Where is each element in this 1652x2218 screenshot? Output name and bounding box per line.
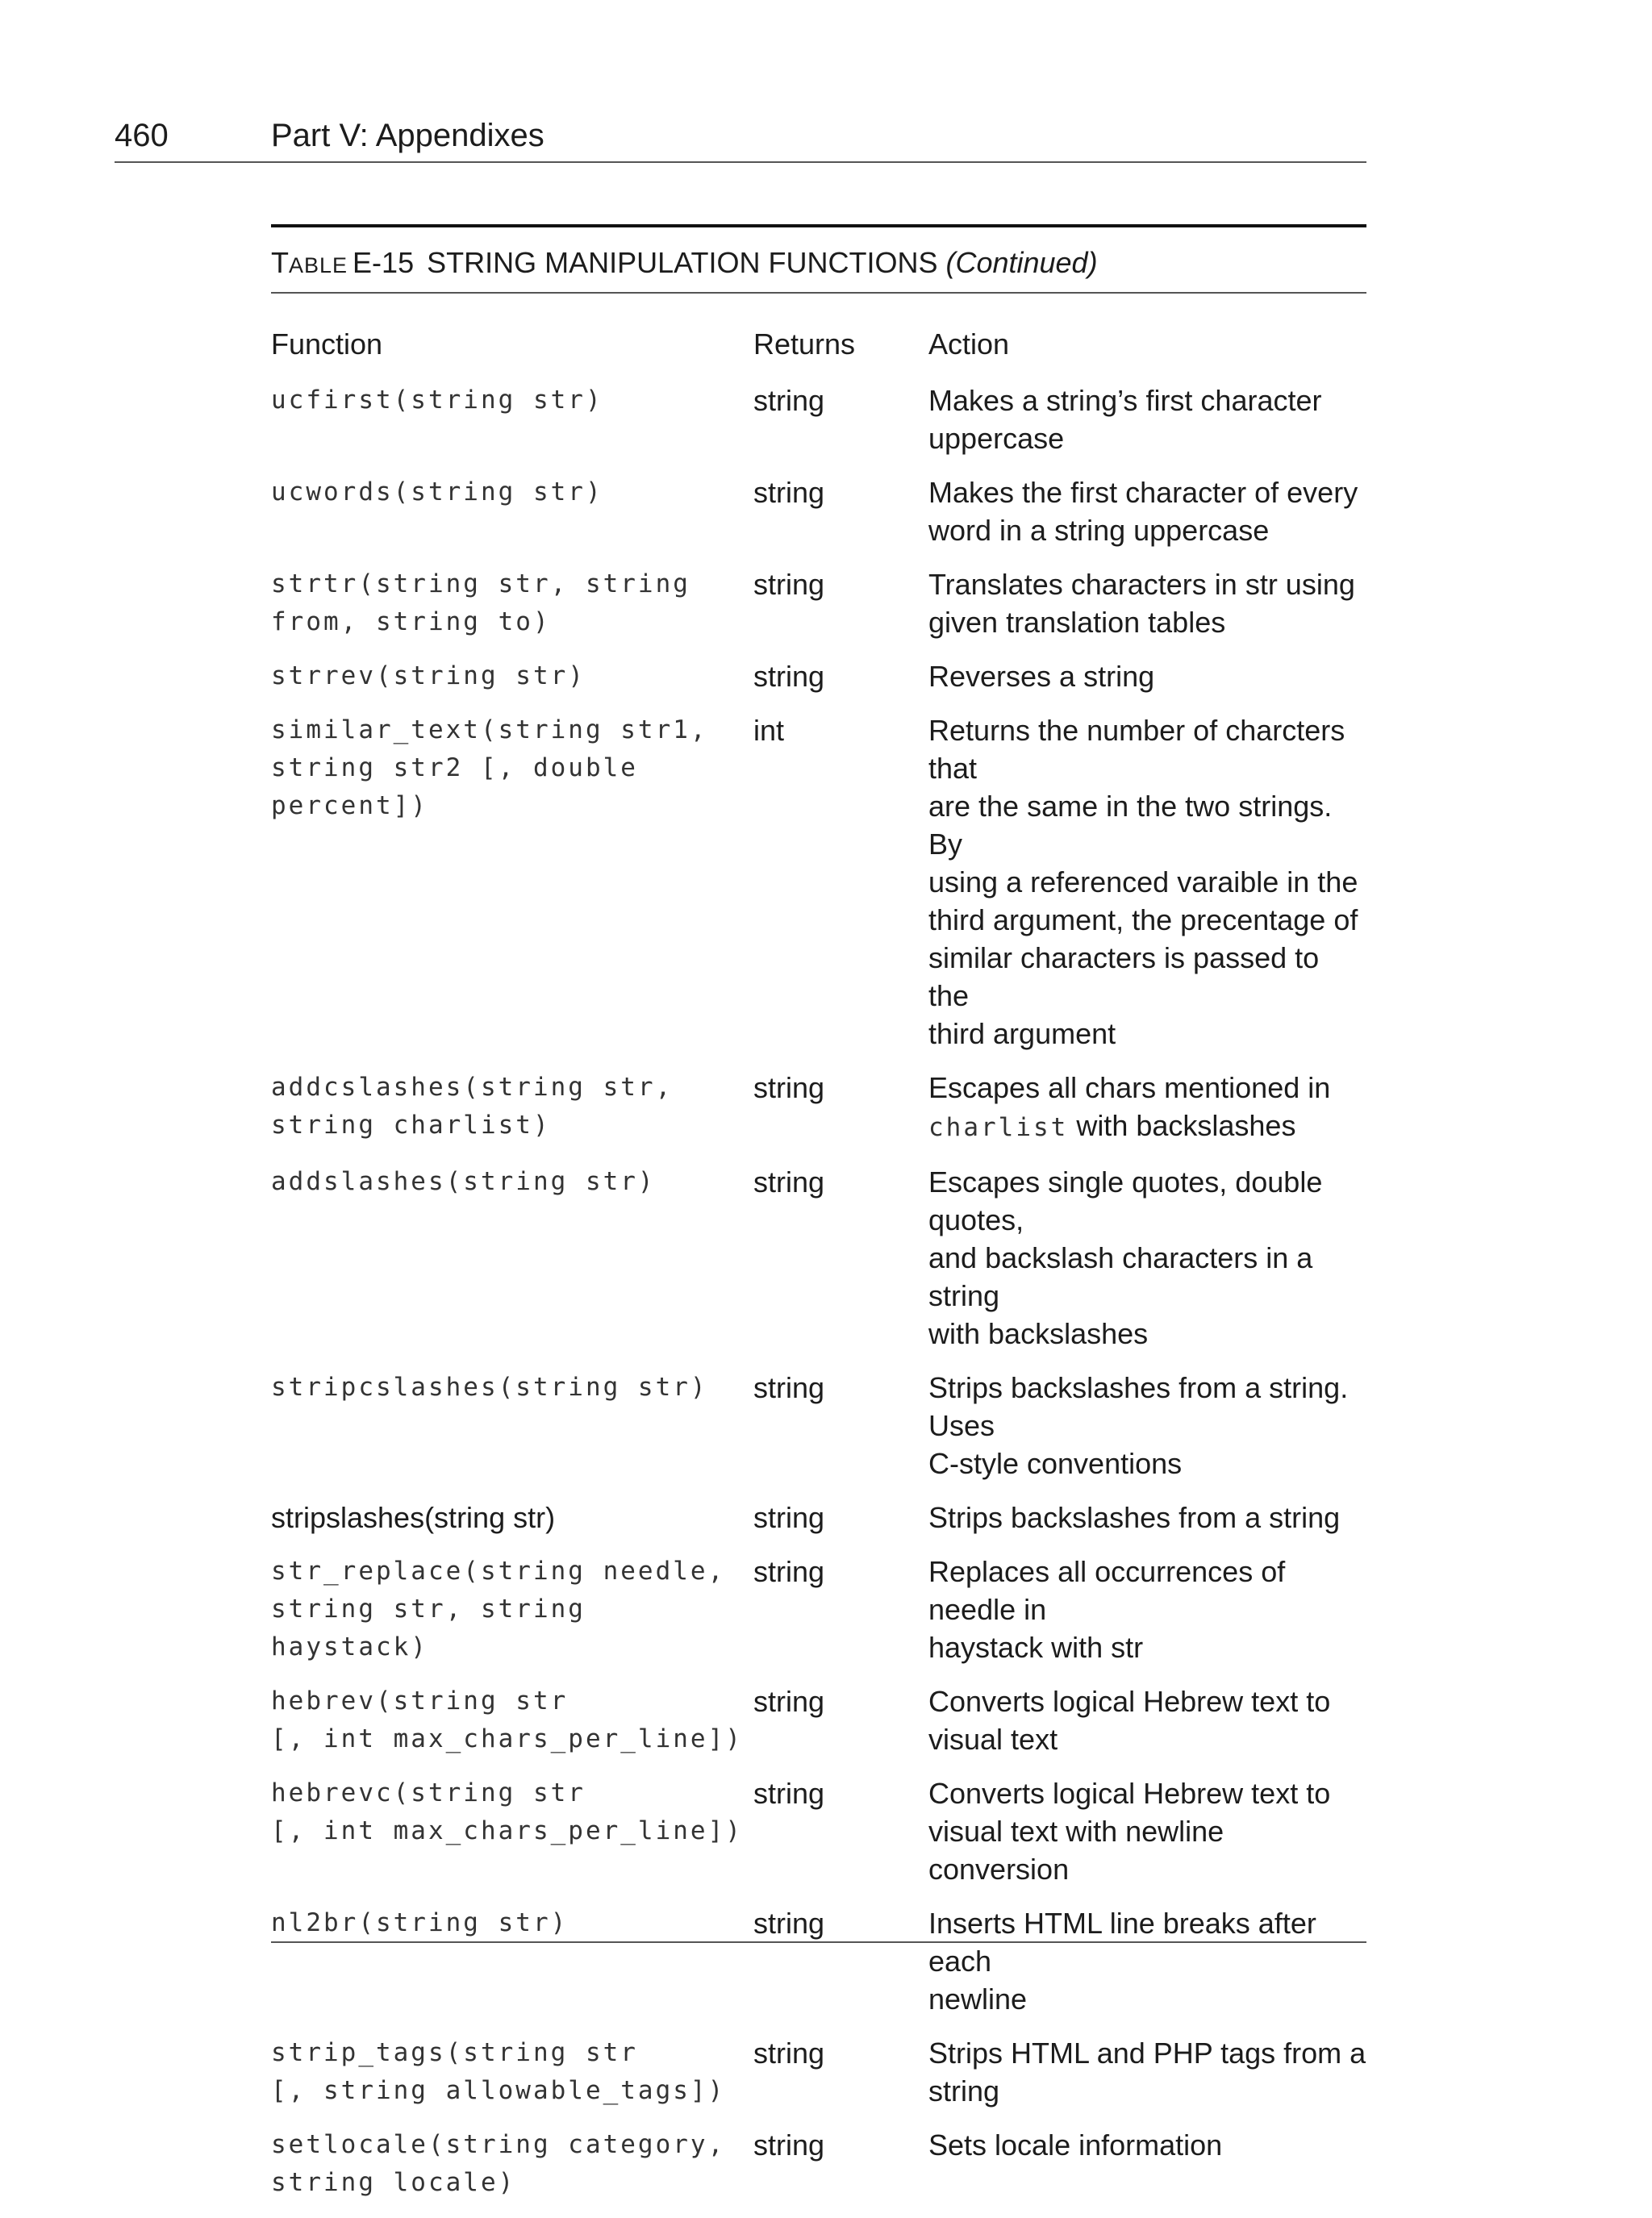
return-type: string (753, 1907, 825, 1940)
table-bottom-rule (271, 1941, 1366, 1943)
table-caption (271, 227, 1366, 292)
return-type: string (753, 1071, 825, 1104)
action-description: Inserts HTML line breaks after each newline (928, 1907, 1316, 2016)
table-row (271, 565, 1366, 641)
action-description: Replaces all occurrences of needle in haystack with str (928, 1555, 1286, 1664)
table-row (271, 1499, 1366, 1536)
action-description: Strips backslashes from a string (928, 1501, 1341, 1534)
string-functions-table (271, 224, 1366, 2218)
return-type: string (753, 2037, 825, 2070)
table-row (271, 2126, 1366, 2202)
table-row (271, 1904, 1366, 2018)
table-label-rest: ABLE (289, 253, 348, 277)
return-type: string (753, 1685, 825, 1718)
function-signature: hebrevc(string str [, int max_chars_per_line]) (271, 1778, 743, 1845)
column-header-returns: Returns (753, 327, 856, 361)
action-description: Makes a string’s first character uppercase (928, 384, 1322, 455)
table-row (271, 2034, 1366, 2110)
function-signature: ucwords(string str) (271, 477, 603, 507)
function-signature: strtr(string str, string from, string to) (271, 569, 690, 636)
table-body (271, 381, 1366, 2202)
action-description: Converts logical Hebrew text to visual text (928, 1685, 1331, 1756)
action-description: Returns the number of charcters that are the same in the two strings. By using a referenced varaible in the third argument, the precentage of similar characters is passed to the third argument (928, 714, 1358, 1050)
action-description: Sets locale information (928, 2128, 1223, 2162)
return-type: string (753, 1555, 825, 1588)
action-description (928, 1069, 1366, 1147)
table-label-initial: T (271, 246, 289, 279)
function-signature: stripcslashes(string str) (271, 1373, 708, 1402)
table-title: STRING MANIPULATION FUNCTIONS (427, 246, 938, 279)
action-description: Strips HTML and PHP tags from a string (928, 2037, 1366, 2108)
charlist-code: charlist (928, 1113, 1069, 1142)
column-header-function: Function (271, 327, 383, 361)
function-signature: strip_tags(string str [, string allowable_tags]) (271, 2038, 726, 2105)
action-description: Escapes single quotes, double quotes, and backslash characters in a string with backslashes (928, 1165, 1323, 1350)
return-type: int (753, 714, 785, 747)
return-type: string (753, 1371, 825, 1404)
return-type: string (753, 476, 825, 509)
table-row (271, 1774, 1366, 1888)
table-row (271, 1682, 1366, 1758)
action-description: Translates characters in str using given translation tables (928, 568, 1355, 639)
function-signature: setlocale(string category, string locale) (271, 2130, 726, 2197)
table-row (271, 1369, 1366, 1482)
action-description: Makes the first character of every word in a string uppercase (928, 476, 1358, 547)
return-type: string (753, 384, 825, 417)
function-signature: ucfirst(string str) (271, 386, 603, 415)
function-signature: stripslashes(string str) (271, 1501, 556, 1534)
action-text-tail: with backslashes (1068, 1109, 1296, 1142)
function-signature: addcslashes(string str, string charlist) (271, 1073, 674, 1140)
caption-rule (271, 292, 1366, 294)
table-row (271, 1069, 1366, 1147)
table-number: E-15 (353, 246, 415, 279)
function-signature: str_replace(string needle, string str, string haystack) (271, 1557, 726, 1661)
return-type: string (753, 1777, 825, 1810)
function-signature: hebrev(string str [, int max_chars_per_line]) (271, 1686, 743, 1753)
table-row (271, 1163, 1366, 1353)
function-signature: addslashes(string str) (271, 1167, 656, 1196)
return-type: string (753, 568, 825, 601)
column-header-action: Action (928, 327, 1010, 361)
action-description: Converts logical Hebrew text to visual text with newline conversion (928, 1777, 1331, 1886)
action-description: Reverses a string (928, 660, 1155, 693)
table-row (271, 381, 1366, 457)
page-number: 460 (115, 118, 169, 153)
table-row (271, 711, 1366, 1053)
return-type: string (753, 1501, 825, 1534)
column-headers (271, 326, 1366, 363)
return-type: string (753, 1165, 825, 1199)
table-continued: (Continued) (945, 246, 1098, 279)
function-signature: strrev(string str) (271, 661, 586, 690)
function-signature: similar_text(string str1, string str2 [, double percent]) (271, 715, 708, 820)
table-row (271, 657, 1366, 695)
table-row (271, 1553, 1366, 1666)
table-row (271, 473, 1366, 549)
action-description: Strips backslashes from a string. Uses C-style conventions (928, 1371, 1349, 1480)
return-type: string (753, 2128, 825, 2162)
action-text: Escapes all chars mentioned in (928, 1071, 1331, 1104)
function-signature: nl2br(string str) (271, 1908, 569, 1937)
part-title: Part V: Appendixes (271, 118, 544, 153)
header-rule (115, 161, 1366, 163)
return-type: string (753, 660, 825, 693)
